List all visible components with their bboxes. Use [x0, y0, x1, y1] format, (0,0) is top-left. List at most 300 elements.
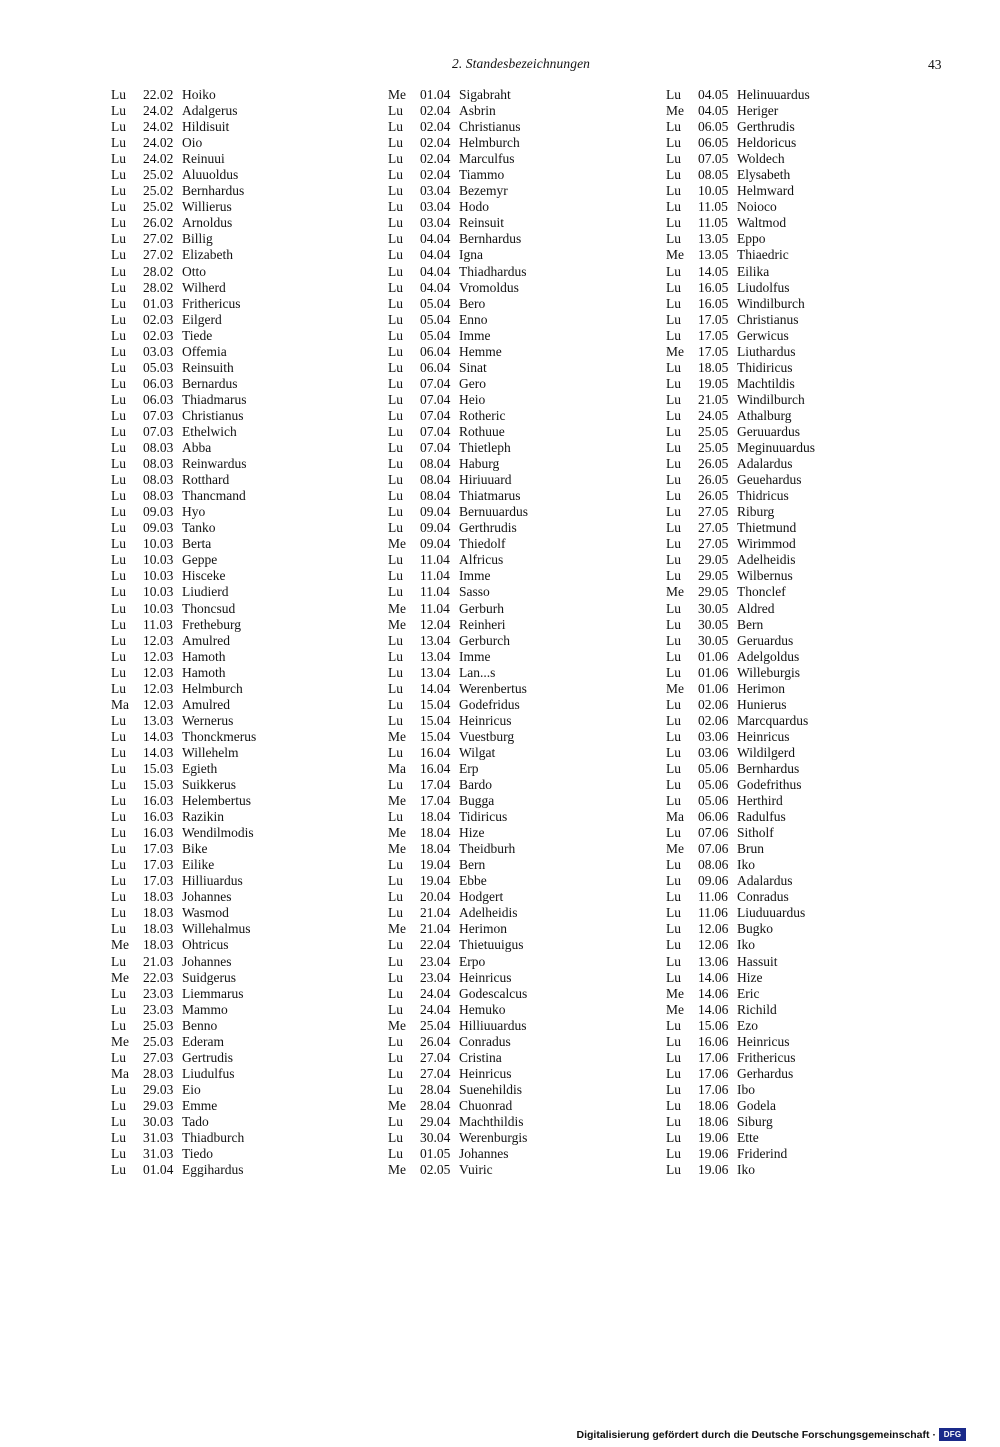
source-abbreviation: Lu [666, 953, 681, 969]
source-abbreviation: Lu [666, 1081, 681, 1097]
list-item [388, 665, 528, 681]
entry-date: 12.06 [698, 921, 729, 937]
list-item [111, 472, 256, 488]
source-abbreviation: Lu [111, 343, 126, 359]
list-item [388, 296, 528, 312]
source-abbreviation: Lu [111, 536, 126, 552]
source-abbreviation: Lu [666, 167, 681, 183]
entry-date: 27.05 [698, 536, 729, 552]
person-name: Geruuardus [737, 423, 800, 439]
person-name: Eilgerd [182, 311, 222, 327]
list-item [388, 199, 528, 215]
list-item [111, 1002, 256, 1018]
source-abbreviation: Lu [666, 440, 681, 456]
person-name: Emme [182, 1097, 218, 1113]
list-item [111, 584, 256, 600]
entry-date: 10.03 [143, 536, 174, 552]
person-name: Frithericus [737, 1049, 796, 1065]
person-name: Eggihardus [182, 1162, 244, 1178]
entry-date: 18.04 [420, 841, 451, 857]
list-item [388, 633, 528, 649]
person-name: Christianus [182, 407, 244, 423]
entry-date: 11.06 [698, 905, 728, 921]
source-abbreviation: Lu [111, 167, 126, 183]
list-item [111, 825, 256, 841]
source-abbreviation: Lu [388, 1033, 403, 1049]
list-item [111, 520, 256, 536]
entry-date: 10.03 [143, 568, 174, 584]
person-name: Geppe [182, 552, 218, 568]
list-item [111, 312, 256, 328]
list-item [666, 247, 815, 263]
person-name: Thietuuigus [459, 937, 524, 953]
person-name: Godefrithus [737, 777, 802, 793]
list-item [388, 729, 528, 745]
entry-date: 16.05 [698, 295, 729, 311]
person-name: Adelheidis [459, 905, 518, 921]
person-name: Oio [182, 135, 203, 151]
source-abbreviation: Lu [388, 263, 403, 279]
list-item [666, 713, 815, 729]
list-item [111, 1130, 256, 1146]
person-name: Iko [737, 937, 755, 953]
list-item [111, 151, 256, 167]
list-item [388, 617, 528, 633]
list-item [111, 889, 256, 905]
entry-date: 09.04 [420, 520, 451, 536]
person-name: Ebbe [459, 873, 487, 889]
source-abbreviation: Me [388, 921, 406, 937]
person-name: Heinricus [459, 1065, 512, 1081]
entry-date: 05.04 [420, 295, 451, 311]
source-abbreviation: Lu [111, 488, 126, 504]
list-item [388, 376, 528, 392]
entry-date: 19.05 [698, 375, 729, 391]
person-name: Helmburch [182, 680, 243, 696]
entry-date: 11.03 [143, 616, 173, 632]
source-abbreviation: Me [388, 825, 406, 841]
list-item [388, 119, 528, 135]
entry-date: 07.06 [698, 841, 729, 857]
entry-date: 07.04 [420, 407, 451, 423]
list-item [666, 937, 815, 953]
person-name: Eilike [182, 857, 215, 873]
entry-date: 31.03 [143, 1146, 174, 1162]
list-item [111, 328, 256, 344]
list-item [666, 697, 815, 713]
source-abbreviation: Lu [111, 1097, 126, 1113]
person-name: Cristina [459, 1049, 502, 1065]
person-name: Eppo [737, 231, 766, 247]
entry-date: 07.04 [420, 423, 451, 439]
list-item [111, 937, 256, 953]
entry-date: 24.02 [143, 135, 174, 151]
person-name: Wilbernus [737, 568, 793, 584]
person-name: Brun [737, 841, 764, 857]
person-name: Herthird [737, 793, 783, 809]
list-item [111, 1162, 256, 1178]
person-name: Reinheri [459, 616, 506, 632]
source-abbreviation: Lu [388, 231, 403, 247]
person-name: Willeburgis [737, 664, 800, 680]
source-abbreviation: Lu [666, 1033, 681, 1049]
source-abbreviation: Lu [111, 889, 126, 905]
list-item [388, 921, 528, 937]
source-abbreviation: Lu [388, 985, 403, 1001]
list-item [111, 167, 256, 183]
list-item [388, 264, 528, 280]
entry-date: 19.06 [698, 1130, 729, 1146]
entry-date: 09.03 [143, 504, 174, 520]
list-item [111, 681, 256, 697]
person-name: Aluuoldus [182, 167, 239, 183]
person-name: Sigabraht [459, 87, 511, 102]
entry-date: 11.05 [698, 199, 728, 215]
entry-date: 06.04 [420, 343, 451, 359]
source-abbreviation: Lu [388, 744, 403, 760]
source-abbreviation: Lu [666, 568, 681, 584]
source-abbreviation: Lu [111, 744, 126, 760]
entry-date: 15.03 [143, 777, 174, 793]
entry-date: 13.04 [420, 632, 451, 648]
list-item [111, 921, 256, 937]
source-abbreviation: Lu [111, 231, 126, 247]
person-name: Gerwicus [737, 327, 789, 343]
list-item [666, 793, 815, 809]
source-abbreviation: Lu [111, 119, 126, 135]
person-name: Heinricus [737, 1033, 790, 1049]
entry-date: 24.05 [698, 407, 729, 423]
person-name: Wilherd [182, 279, 226, 295]
source-abbreviation: Lu [111, 873, 126, 889]
person-name: Thonclef [737, 584, 786, 600]
source-abbreviation: Lu [388, 151, 403, 167]
person-name: Werenbertus [459, 680, 527, 696]
person-name: Wendilmodis [182, 825, 254, 841]
list-item [111, 568, 256, 584]
entry-date: 15.03 [143, 760, 174, 776]
list-item [388, 937, 528, 953]
person-name: Thonckmerus [182, 728, 257, 744]
list-item [666, 1146, 815, 1162]
entry-date: 16.03 [143, 793, 174, 809]
source-abbreviation: Lu [666, 151, 681, 167]
source-abbreviation: Lu [388, 119, 403, 135]
source-abbreviation: Lu [111, 375, 126, 391]
person-name: Adalardus [737, 873, 793, 889]
source-abbreviation: Me [388, 1097, 406, 1113]
list-item [111, 1098, 256, 1114]
entry-date: 24.04 [420, 985, 451, 1001]
entry-date: 21.03 [143, 953, 174, 969]
list-item [111, 1018, 256, 1034]
person-name: Sasso [459, 584, 490, 600]
entry-date: 14.06 [698, 985, 729, 1001]
list-item [111, 231, 256, 247]
list-item [111, 392, 256, 408]
list-item [388, 777, 528, 793]
entry-date: 04.05 [698, 87, 729, 102]
source-abbreviation: Lu [666, 600, 681, 616]
source-abbreviation: Lu [388, 504, 403, 520]
source-abbreviation: Lu [666, 1162, 681, 1178]
list-item [666, 761, 815, 777]
person-name: Adalgerus [182, 103, 238, 119]
source-abbreviation: Lu [111, 504, 126, 520]
entry-date: 04.04 [420, 263, 451, 279]
person-name: Offemia [182, 343, 227, 359]
person-name: Thiadhardus [459, 263, 527, 279]
source-abbreviation: Lu [666, 520, 681, 536]
source-abbreviation: Ma [111, 696, 129, 712]
source-abbreviation: Lu [111, 552, 126, 568]
source-abbreviation: Lu [388, 247, 403, 263]
entry-date: 14.06 [698, 1001, 729, 1017]
entry-date: 28.02 [143, 279, 174, 295]
person-name: Rotthard [182, 472, 230, 488]
entry-date: 03.04 [420, 183, 451, 199]
list-item [388, 456, 528, 472]
entry-date: 05.06 [698, 793, 729, 809]
person-name: Tado [182, 1114, 209, 1129]
entry-date: 14.03 [143, 728, 174, 744]
entry-date: 02.04 [420, 167, 451, 183]
person-name: Bardo [459, 777, 492, 793]
person-name: Athalburg [737, 407, 792, 423]
entry-date: 14.05 [698, 263, 729, 279]
list-item [666, 1162, 815, 1178]
entry-date: 14.06 [698, 969, 729, 985]
entry-date: 02.03 [143, 311, 174, 327]
entry-date: 26.04 [420, 1033, 451, 1049]
entry-date: 08.03 [143, 440, 174, 456]
list-item [388, 889, 528, 905]
source-abbreviation: Lu [666, 263, 681, 279]
entry-date: 07.05 [698, 151, 729, 167]
person-name: Thancmand [182, 488, 246, 504]
source-abbreviation: Lu [666, 1114, 681, 1129]
source-abbreviation: Me [666, 343, 684, 359]
source-abbreviation: Lu [388, 215, 403, 231]
person-name: Frithericus [182, 295, 241, 311]
person-name: Imme [459, 327, 491, 343]
entry-column-1 [111, 87, 256, 1178]
source-abbreviation: Lu [111, 327, 126, 343]
entry-date: 30.03 [143, 1114, 174, 1129]
entry-date: 19.06 [698, 1146, 729, 1162]
list-item [666, 440, 815, 456]
person-name: Sitholf [737, 825, 774, 841]
person-name: Hildisuit [182, 119, 230, 135]
source-abbreviation: Lu [111, 279, 126, 295]
person-name: Abba [182, 440, 212, 456]
person-name: Thoncsud [182, 600, 236, 616]
list-item [111, 103, 256, 119]
entry-date: 17.06 [698, 1049, 729, 1065]
entry-date: 17.06 [698, 1065, 729, 1081]
source-abbreviation: Lu [666, 616, 681, 632]
source-abbreviation: Lu [111, 423, 126, 439]
person-name: Arnoldus [182, 215, 233, 231]
entry-date: 15.04 [420, 712, 451, 728]
list-item [666, 135, 815, 151]
entry-date: 23.04 [420, 969, 451, 985]
person-name: Machthildis [459, 1114, 524, 1129]
list-item [666, 584, 815, 600]
person-name: Hilliuuardus [459, 1017, 527, 1033]
source-abbreviation: Lu [666, 712, 681, 728]
list-item [666, 392, 815, 408]
person-name: Bike [182, 841, 208, 857]
list-item [388, 825, 528, 841]
list-item [388, 87, 528, 103]
person-name: Ibo [737, 1081, 755, 1097]
list-item [666, 456, 815, 472]
entry-date: 12.03 [143, 632, 174, 648]
person-name: Rotheric [459, 407, 506, 423]
entry-date: 01.06 [698, 648, 729, 664]
source-abbreviation: Lu [111, 921, 126, 937]
person-name: Vromoldus [459, 279, 519, 295]
person-name: Bern [737, 616, 764, 632]
entry-date: 12.03 [143, 696, 174, 712]
list-item [666, 1082, 815, 1098]
list-item [388, 328, 528, 344]
person-name: Willehalmus [182, 921, 251, 937]
list-item [111, 986, 256, 1002]
source-abbreviation: Lu [666, 793, 681, 809]
person-name: Wernerus [182, 712, 234, 728]
entry-date: 16.05 [698, 279, 729, 295]
list-item [388, 1098, 528, 1114]
entry-date: 23.04 [420, 953, 451, 969]
source-abbreviation: Lu [666, 488, 681, 504]
person-name: Conradus [737, 889, 789, 905]
source-abbreviation: Lu [111, 1130, 126, 1146]
entry-date: 18.03 [143, 921, 174, 937]
source-abbreviation: Lu [666, 215, 681, 231]
list-item [666, 857, 815, 873]
entry-date: 16.06 [698, 1033, 729, 1049]
entry-date: 12.03 [143, 648, 174, 664]
person-name: Willierus [182, 199, 232, 215]
source-abbreviation: Lu [388, 103, 403, 119]
person-name: Gerburh [459, 600, 504, 616]
list-item [666, 119, 815, 135]
list-item [666, 376, 815, 392]
person-name: Suenehildis [459, 1081, 522, 1097]
entry-date: 24.02 [143, 151, 174, 167]
person-name: Marcquardus [737, 712, 809, 728]
entry-date: 12.04 [420, 616, 451, 632]
person-name: Wildilgerd [737, 744, 795, 760]
entry-date: 22.02 [143, 87, 174, 102]
entry-date: 28.03 [143, 1065, 174, 1081]
entry-date: 04.05 [698, 103, 729, 119]
list-item [111, 809, 256, 825]
person-name: Lan...s [459, 664, 496, 680]
person-name: Wilgat [459, 744, 496, 760]
source-abbreviation: Lu [388, 183, 403, 199]
entry-date: 02.05 [420, 1162, 451, 1178]
entry-date: 25.05 [698, 423, 729, 439]
list-item [666, 921, 815, 937]
person-name: Liemmarus [182, 985, 244, 1001]
person-name: Noioco [737, 199, 777, 215]
person-name: Liuthardus [737, 343, 796, 359]
list-item [111, 247, 256, 263]
entry-date: 31.03 [143, 1130, 174, 1146]
source-abbreviation: Lu [666, 1146, 681, 1162]
source-abbreviation: Lu [111, 440, 126, 456]
list-item [388, 552, 528, 568]
entry-date: 17.05 [698, 343, 729, 359]
person-name: Liuduuardus [737, 905, 806, 921]
person-name: Christianus [737, 311, 799, 327]
source-abbreviation: Lu [666, 311, 681, 327]
entry-date: 25.04 [420, 1017, 451, 1033]
list-item [111, 729, 256, 745]
source-abbreviation: Lu [111, 135, 126, 151]
source-abbreviation: Lu [666, 407, 681, 423]
entry-date: 21.04 [420, 921, 451, 937]
entry-date: 02.04 [420, 119, 451, 135]
list-item [666, 1018, 815, 1034]
source-abbreviation: Lu [388, 568, 403, 584]
person-name: Godefridus [459, 696, 520, 712]
person-name: Heinricus [459, 712, 512, 728]
source-abbreviation: Me [666, 680, 684, 696]
list-item [111, 456, 256, 472]
person-name: Reinwardus [182, 456, 247, 472]
list-item [666, 328, 815, 344]
person-name: Radulfus [737, 809, 786, 825]
entry-date: 28.04 [420, 1097, 451, 1113]
source-abbreviation: Lu [111, 616, 126, 632]
person-name: Hilliuardus [182, 873, 243, 889]
source-abbreviation: Lu [666, 696, 681, 712]
source-abbreviation: Lu [111, 809, 126, 825]
source-abbreviation: Lu [388, 488, 403, 504]
person-name: Elysabeth [737, 167, 791, 183]
person-name: Benno [182, 1017, 218, 1033]
list-item [666, 87, 815, 103]
entry-date: 02.03 [143, 327, 174, 343]
person-name: Hamoth [182, 648, 226, 664]
source-abbreviation: Lu [111, 584, 126, 600]
source-abbreviation: Lu [111, 1049, 126, 1065]
person-name: Richild [737, 1001, 777, 1017]
footer-separator: · [932, 1428, 936, 1441]
person-name: Godescalcus [459, 985, 528, 1001]
source-abbreviation: Lu [388, 696, 403, 712]
source-abbreviation: Lu [666, 632, 681, 648]
source-abbreviation: Lu [666, 359, 681, 375]
person-name: Bernhardus [182, 183, 245, 199]
list-item [388, 601, 528, 617]
entry-date: 18.03 [143, 905, 174, 921]
entry-date: 30.04 [420, 1130, 451, 1146]
list-item [666, 568, 815, 584]
entry-date: 08.05 [698, 167, 729, 183]
entry-column-2 [388, 87, 528, 1178]
entry-date: 30.05 [698, 632, 729, 648]
list-item [388, 151, 528, 167]
source-abbreviation: Lu [388, 1146, 403, 1162]
list-item [666, 1098, 815, 1114]
list-item [388, 424, 528, 440]
person-name: Thiadmarus [182, 391, 247, 407]
